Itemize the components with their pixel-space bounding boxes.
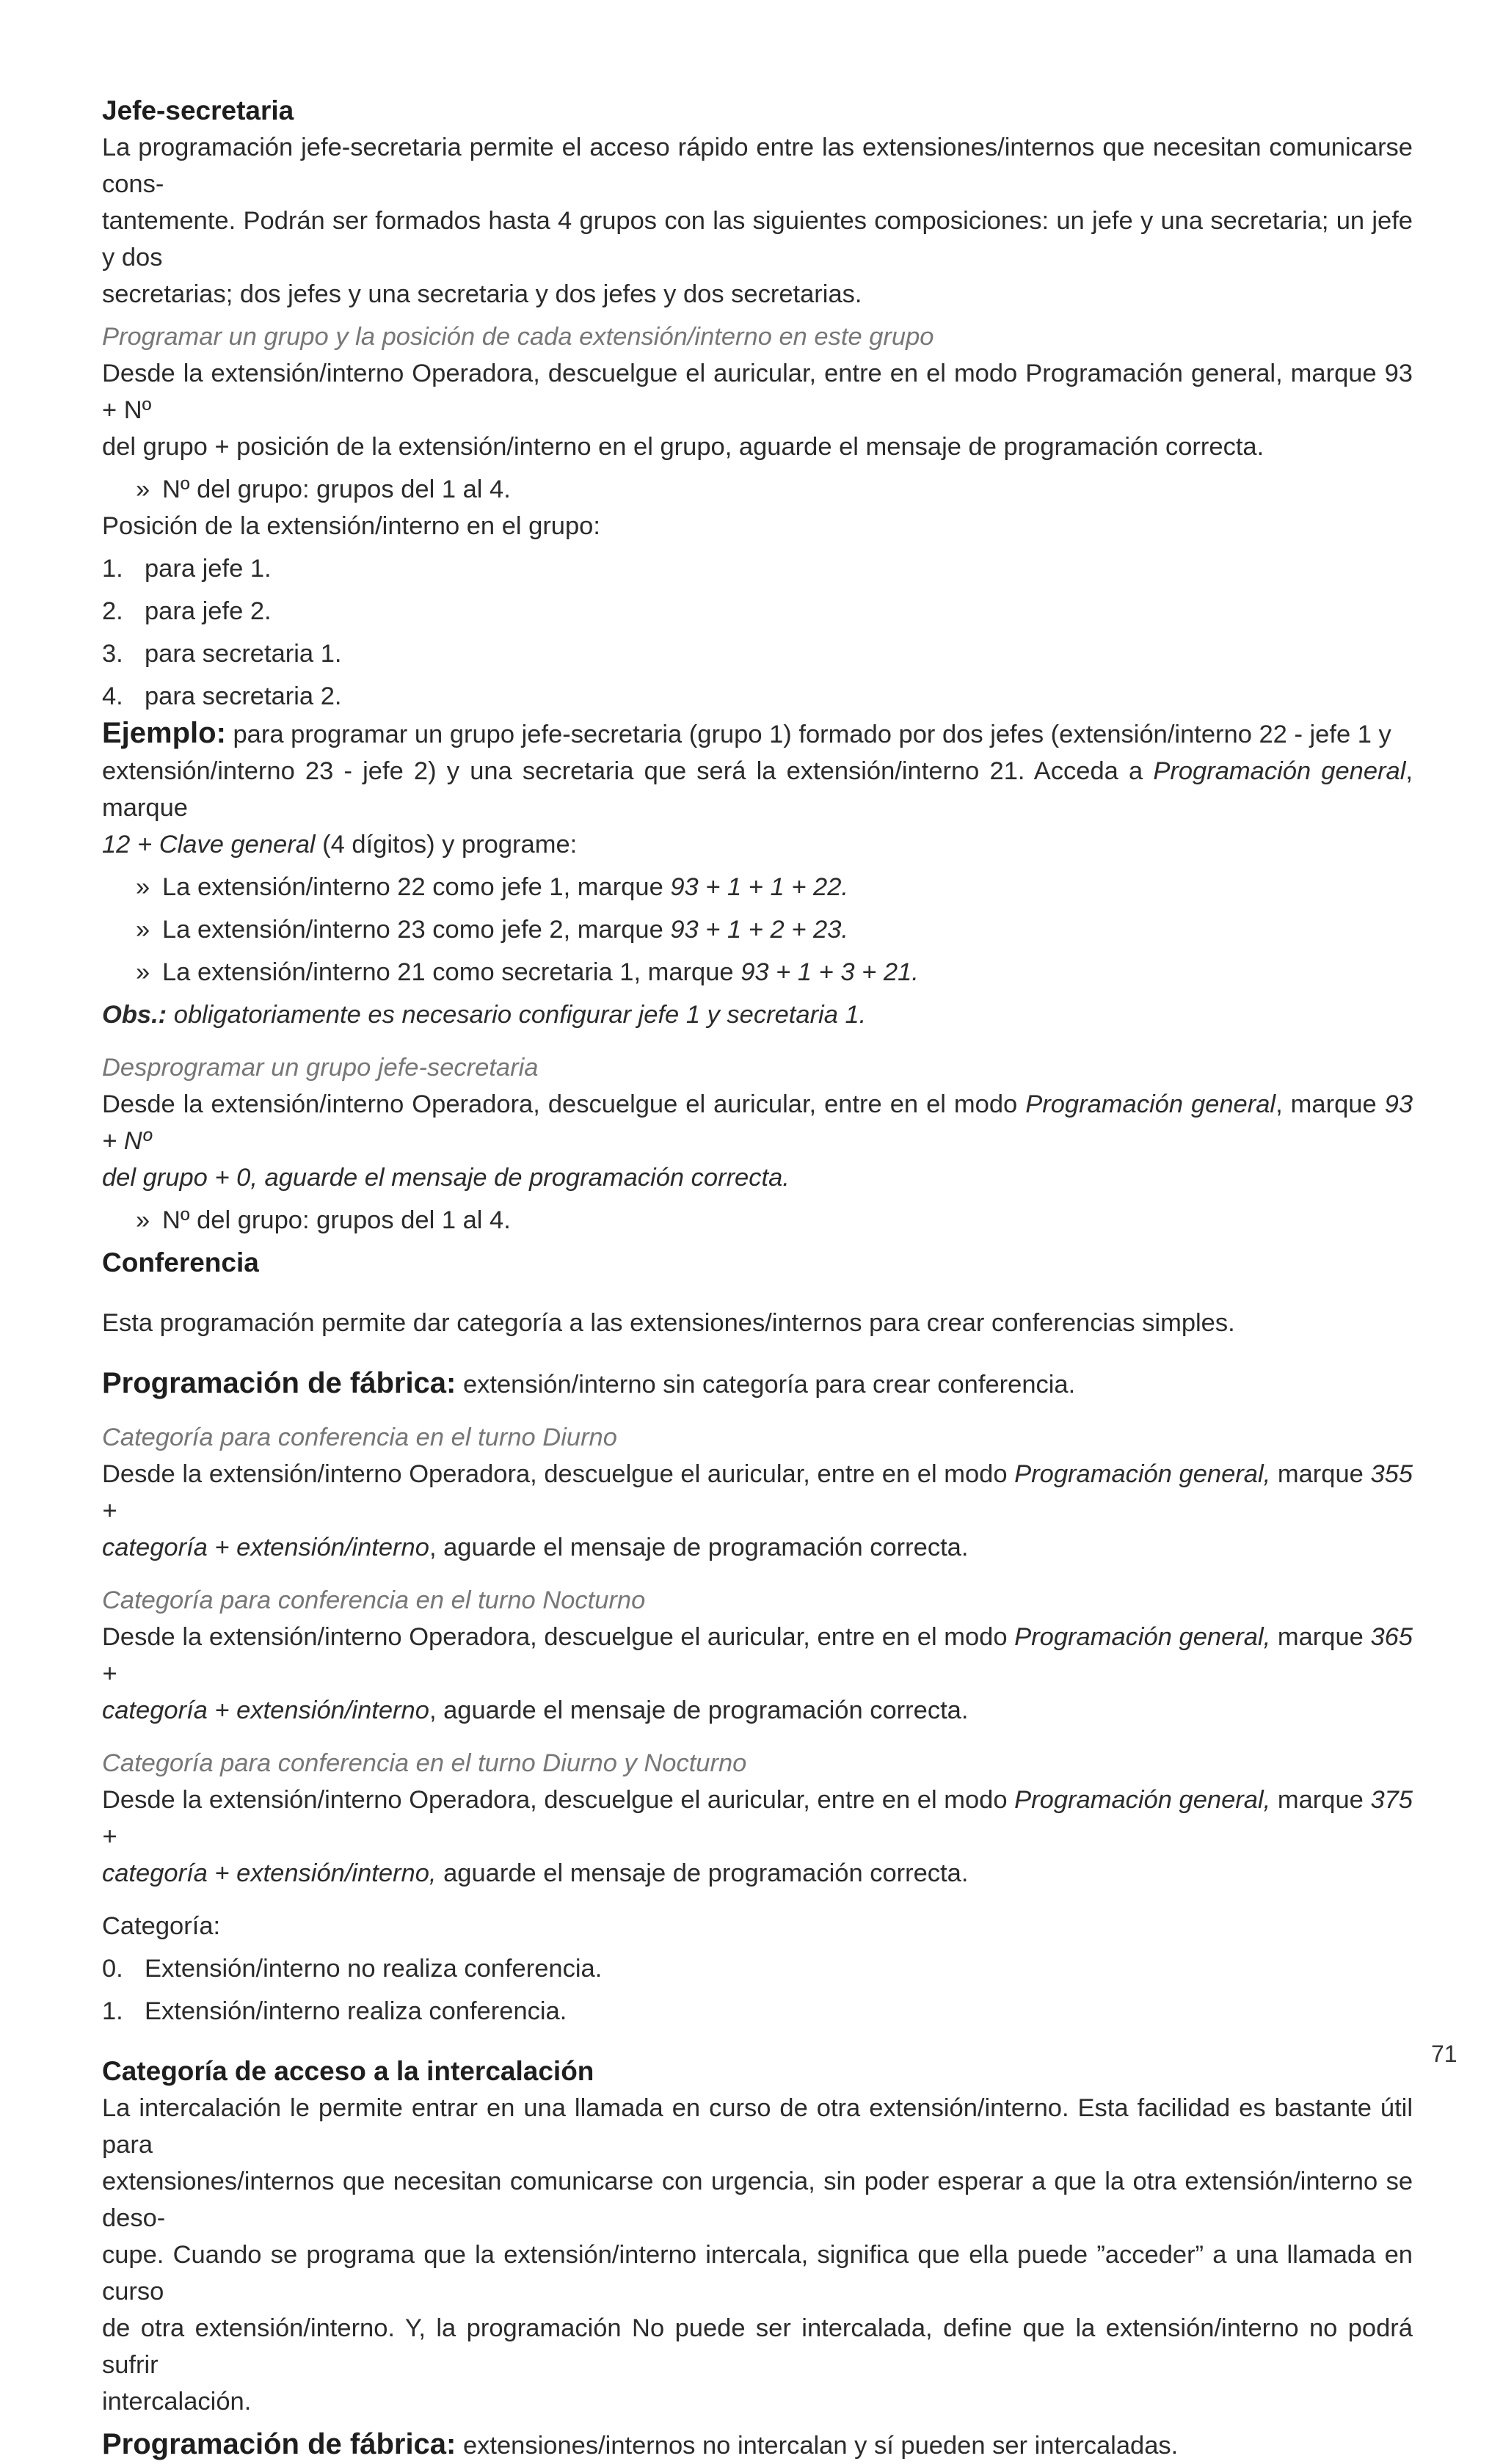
ejemplo-text: extensión/interno 23 - jefe 2) y una secretaria que será la extensión/interno 21. Acceda a — [102, 757, 1154, 785]
emphasis: categoría + extensión/interno — [102, 1696, 429, 1724]
ejemplo-text: (4 dígitos) y programe: — [315, 831, 578, 859]
bullet-mark: » — [136, 1206, 150, 1234]
paragraph-line — [102, 1619, 1413, 1692]
paragraph-line: intercalación. — [102, 2388, 252, 2416]
obs-text: obligatoriamente es necesario configurar jefe 1 y secretaria 1. — [167, 1001, 867, 1029]
fabrica-label: Programación de fábrica: — [102, 1367, 456, 1399]
item-text: Extensión/interno no realiza conferencia. — [145, 1955, 603, 1983]
bullet-mark: » — [136, 475, 150, 503]
numbered-item — [102, 635, 1413, 672]
paragraph-line: cupe. Cuando se programa que la extensión/interno intercala, significa que ella puede ”acceder” a una llamada en curso — [102, 2241, 1413, 2306]
ejemplo-label: Ejemplo: — [102, 717, 226, 749]
numbered-item — [102, 550, 1413, 587]
numbered-item — [102, 1950, 1413, 1987]
paragraph-line: Esta programación permite dar categoría a las extensiones/internos para crear conferencias simples. — [102, 1309, 1235, 1337]
item-text: para jefe 1. — [145, 555, 272, 583]
text: , aguarde el mensaje de programación correcta. — [429, 1534, 969, 1561]
ejemplo-emphasis: Programación general — [1153, 757, 1406, 785]
item-number: 0. — [102, 1955, 123, 1983]
bullet-item — [102, 911, 1413, 948]
text: Desde la extensión/interno Operadora, descuelgue el auricular, entre en el modo — [102, 1460, 1015, 1488]
fabrica-text: extensión/interno sin categoría para crear conferencia. — [456, 1371, 1076, 1399]
emphasis: 93 + Nº — [102, 1090, 1413, 1155]
ejemplo-line — [102, 715, 1413, 753]
text: aguarde el mensaje de programación correcta. — [436, 1859, 969, 1887]
ejemplo-text: , marque — [102, 757, 1413, 822]
bullet-item — [102, 954, 1413, 991]
subheading-diurno-nocturno: Categoría para conferencia en el turno Diurno y Nocturno — [102, 1749, 747, 1777]
emphasis: Programación general, — [1014, 1460, 1271, 1488]
section-heading-intercalacion: Categoría de acceso a la intercalación — [102, 2056, 594, 2086]
item-number: 1. — [102, 1997, 123, 2025]
numbered-item — [102, 1993, 1413, 2030]
position-label: Posición de la extensión/interno en el grupo: — [102, 512, 600, 540]
emphasis: 365 + — [102, 1623, 1413, 1688]
emphasis: Programación general, — [1014, 1786, 1271, 1814]
bullet-text: Nº del grupo: grupos del 1 al 4. — [162, 475, 511, 503]
paragraph-line: secretarias; dos jefes y una secretaria y dos jefes y dos secretarias. — [102, 280, 862, 308]
paragraph-line — [102, 1529, 1413, 1566]
emphasis: 355 + — [102, 1460, 1413, 1525]
emphasis: categoría + extensión/interno — [102, 1534, 429, 1561]
paragraph-line — [102, 1086, 1413, 1159]
paragraph-line: del grupo + posición de la extensión/interno en el grupo, aguarde el mensaje de programación correcta. — [102, 433, 1264, 461]
bullet-code: 93 + 1 + 3 + 21. — [740, 958, 919, 986]
bullet-text: La extensión/interno 23 como jefe 2, marque — [162, 916, 671, 944]
bullet-text: Nº del grupo: grupos del 1 al 4. — [162, 1206, 511, 1234]
section-heading-jefe-secretaria: Jefe-secretaria — [102, 95, 294, 125]
paragraph-line: tantemente. Podrán ser formados hasta 4 grupos con las siguientes composiciones: un jefe y una secretaria; un jefe y dos — [102, 207, 1413, 271]
fabrica-line — [102, 2426, 1413, 2464]
text: marque — [1270, 1786, 1371, 1814]
item-number: 3. — [102, 640, 123, 668]
bullet-item — [102, 471, 1413, 508]
text: , aguarde el mensaje de programación correcta. — [429, 1696, 969, 1724]
paragraph-line: extensiones/internos que necesitan comunicarse con urgencia, sin poder esperar a que la otra extensión/interno se deso- — [102, 2168, 1413, 2232]
paragraph-line: de otra extensión/interno. Y, la programación No puede ser intercalada, define que la extensión/interno no podrá sufrir — [102, 2314, 1413, 2379]
bullet-item — [102, 869, 1413, 905]
paragraph-line: La intercalación le permite entrar en una llamada en curso de otra extensión/interno. Esta facilidad es bastante útil para — [102, 2094, 1413, 2159]
bullet-code: 93 + 1 + 1 + 22. — [670, 873, 849, 901]
page-content — [102, 92, 1413, 2464]
paragraph-line — [102, 1782, 1413, 1855]
ejemplo-line — [102, 753, 1413, 826]
item-number: 2. — [102, 597, 123, 625]
numbered-item — [102, 593, 1413, 630]
item-text: para jefe 2. — [145, 597, 272, 625]
fabrica-text: extensiones/internos no intercalan y sí pueden ser intercaladas. — [456, 2432, 1179, 2460]
paragraph-line — [102, 1456, 1413, 1529]
emphasis: Programación general, — [1014, 1623, 1271, 1651]
text: marque — [1270, 1460, 1371, 1488]
fabrica-label: Programación de fábrica: — [102, 2428, 456, 2460]
numbered-item — [102, 678, 1413, 715]
obs-note — [102, 996, 1413, 1033]
emphasis: 375 + — [102, 1786, 1413, 1851]
paragraph-line: Desde la extensión/interno Operadora, descuelgue el auricular, entre en el modo Programación general, marque 93 + Nº — [102, 360, 1413, 424]
text: Desde la extensión/interno Operadora, descuelgue el auricular, entre en el modo — [102, 1786, 1015, 1814]
categoria-label: Categoría: — [102, 1912, 221, 1940]
ejemplo-line — [102, 826, 1413, 863]
bullet-code: 93 + 1 + 2 + 23. — [670, 916, 849, 944]
item-text: para secretaria 1. — [145, 640, 342, 668]
item-number: 1. — [102, 555, 123, 583]
subheading-desprogramar: Desprogramar un grupo jefe-secretaria — [102, 1054, 539, 1082]
bullet-mark: » — [136, 958, 150, 986]
emphasis: Programación general — [1025, 1090, 1276, 1118]
text: Desde la extensión/interno Operadora, descuelgue el auricular, entre en el modo — [102, 1090, 1026, 1118]
bullet-text: La extensión/interno 21 como secretaria 1, marque — [162, 958, 741, 986]
item-number: 4. — [102, 682, 123, 710]
bullet-mark: » — [136, 916, 150, 944]
item-text: para secretaria 2. — [145, 682, 342, 710]
subheading-nocturno: Categoría para conferencia en el turno Nocturno — [102, 1586, 646, 1614]
ejemplo-text: para programar un grupo jefe-secretaria (grupo 1) formado por dos jefes (extensión/interno 22 - jefe 1 y — [225, 721, 1391, 748]
bullet-text: La extensión/interno 22 como jefe 1, marque — [162, 873, 671, 901]
paragraph-line — [102, 1692, 1413, 1729]
item-text: Extensión/interno realiza conferencia. — [145, 1997, 567, 2025]
paragraph-line: del grupo + 0, aguarde el mensaje de programación correcta. — [102, 1164, 790, 1192]
subheading-programar-grupo: Programar un grupo y la posición de cada extensión/interno en este grupo — [102, 323, 934, 351]
paragraph-line: La programación jefe-secretaria permite el acceso rápido entre las extensiones/internos que necesitan comunicarse cons- — [102, 134, 1413, 198]
fabrica-line — [102, 1365, 1413, 1403]
text: marque — [1270, 1623, 1371, 1651]
text: , marque — [1275, 1090, 1385, 1118]
section-heading-conferencia: Conferencia — [102, 1247, 259, 1277]
text: Desde la extensión/interno Operadora, descuelgue el auricular, entre en el modo — [102, 1623, 1015, 1651]
obs-label: Obs.: — [102, 1001, 167, 1029]
ejemplo-emphasis: 12 + Clave general — [102, 831, 316, 859]
page-number: 71 — [1431, 2041, 1457, 2067]
bullet-item — [102, 1202, 1413, 1239]
bullet-mark: » — [136, 873, 150, 901]
emphasis: categoría + extensión/interno, — [102, 1859, 437, 1887]
paragraph-line — [102, 1855, 1413, 1892]
subheading-diurno: Categoría para conferencia en el turno Diurno — [102, 1424, 617, 1451]
